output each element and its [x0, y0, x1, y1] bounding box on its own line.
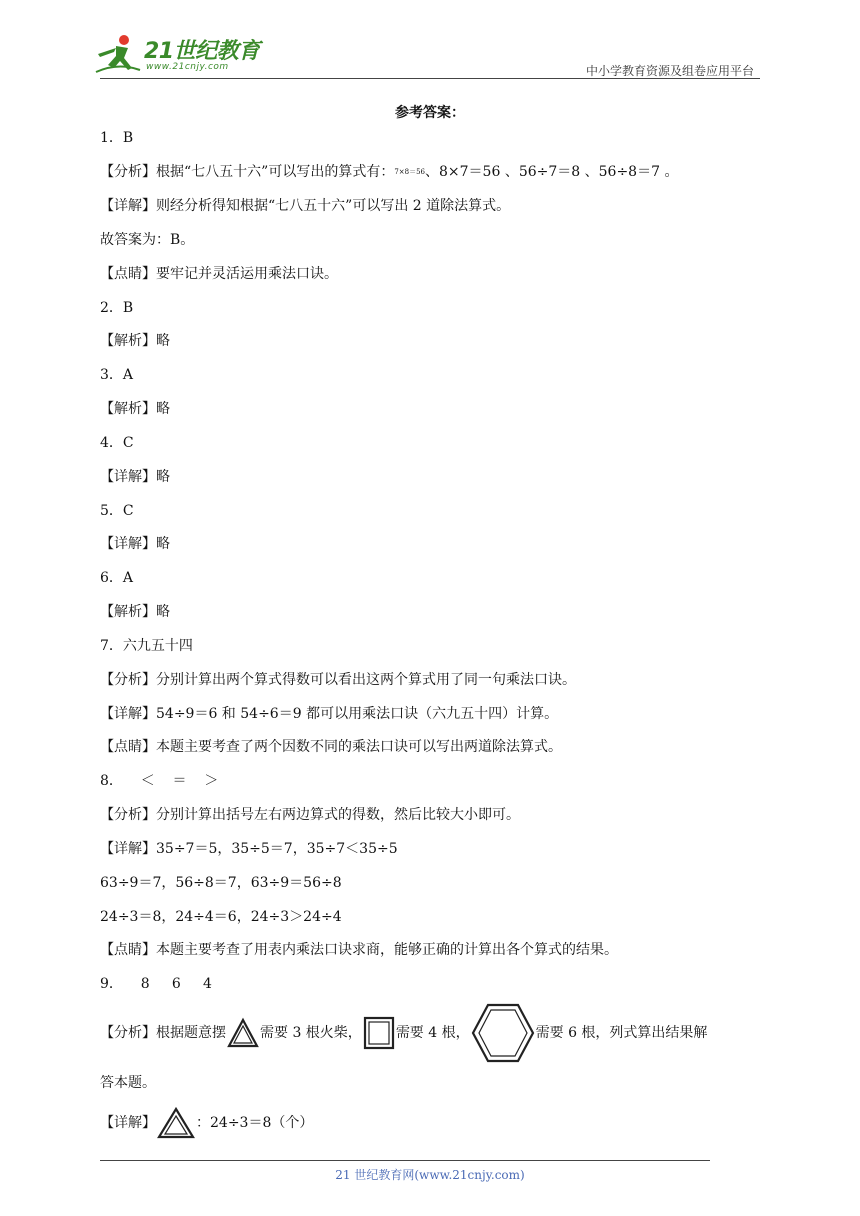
- match-square-icon: [362, 1015, 396, 1051]
- text-line: 【详解】35÷7＝5，35÷5＝7，35÷7＜35÷5: [100, 841, 398, 857]
- page-header: [0, 0, 860, 80]
- q9-detail-line: 【详解】 ：24÷3＝8（个）: [100, 1106, 313, 1140]
- header-divider: [100, 78, 760, 79]
- text-line: 【点睛】本题主要考查了用表内乘法口诀求商，能够正确的计算出各个算式的结果。: [100, 942, 618, 958]
- q9-analysis-line: 【分析】根据题意摆 需要 3 根火柴， 需要 4 根， 需要 6 根，列式算出结果解: [100, 1000, 707, 1066]
- text-line: 【分析】分别计算出括号左右两边算式的得数，然后比较大小即可。: [100, 807, 520, 823]
- text-line: 【详解】则经分析得知根据“七八五十六”可以写出 2 道除法算式。: [100, 198, 511, 214]
- runner-logo-icon: [94, 34, 142, 76]
- brand-url: www.21cnjy.com: [146, 62, 229, 72]
- match-triangle-icon: [156, 1106, 196, 1140]
- platform-name: 中小学教育资源及组卷应用平台: [585, 64, 754, 78]
- brand-name: 21世纪教育: [144, 39, 260, 64]
- text-line: 3．A: [100, 367, 134, 383]
- text-line: 【详解】略: [100, 469, 170, 485]
- text-line: 【详解】略: [100, 536, 170, 552]
- text-line: 4．C: [100, 435, 134, 451]
- text-line: 【点睛】本题主要考查了两个因数不同的乘法口诀可以写出两道除法算式。: [100, 739, 562, 755]
- text-line: 9． 8 6 4: [100, 976, 212, 992]
- text-line: 答本题。: [100, 1075, 156, 1091]
- text-line: 6．A: [100, 570, 134, 586]
- match-hexagon-icon: [470, 1002, 536, 1064]
- text-line: 【解析】略: [100, 333, 170, 349]
- text-line: 【解析】略: [100, 401, 170, 417]
- text-line: 【分析】分别计算出两个算式得数可以看出这两个算式用了同一句乘法口诀。: [100, 672, 576, 688]
- text-line: 8． ＜ ＝ ＞: [100, 773, 219, 789]
- text-line: 5．C: [100, 503, 134, 519]
- text-line: 【分析】根据“七八五十六”可以写出的算式有：7×8＝56、8×7＝56 、56÷7＝8 、56÷8＝7 。: [100, 164, 679, 180]
- text-line: 63÷9＝7，56÷8＝7，63÷9＝56÷8: [100, 875, 342, 891]
- text-line: 2．B: [100, 300, 134, 316]
- match-triangle-icon: [226, 1017, 260, 1049]
- text-line: 1．B: [100, 130, 134, 146]
- text-line: 7．六九五十四: [100, 638, 193, 654]
- text-line: 【点睛】要牢记并灵活运用乘法口诀。: [100, 266, 338, 282]
- text-line: 24÷3＝8，24÷4＝6，24÷3＞24÷4: [100, 909, 342, 925]
- site-logo[interactable]: [94, 32, 264, 78]
- footer-divider: [100, 1160, 710, 1161]
- footer-text[interactable]: 21 世纪教育网(www.21cnjy.com): [335, 1168, 525, 1182]
- text-line: 【详解】54÷9＝6 和 54÷6＝9 都可以用乘法口诀（六九五十四）计算。: [100, 706, 559, 722]
- text-line: 【解析】略: [100, 604, 170, 620]
- text-line: 故答案为：B。: [100, 232, 195, 248]
- page-title: 参考答案：: [395, 105, 465, 121]
- formula-small: 7×8＝56: [394, 168, 426, 176]
